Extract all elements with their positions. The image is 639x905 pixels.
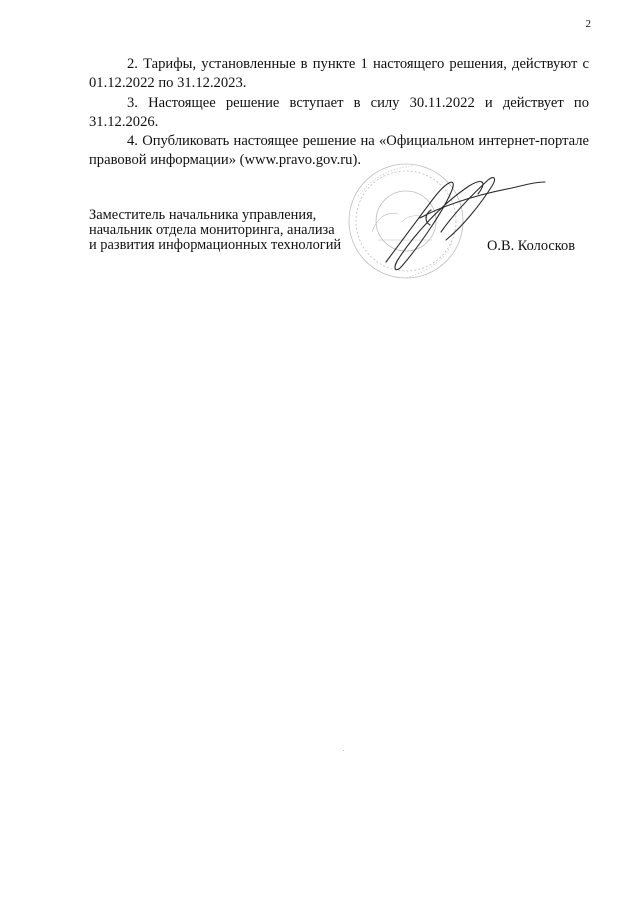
scan-speck — [343, 750, 344, 751]
paragraph-3: 3. Настоящее решение вступает в силу 30.11.2022 и действует по 31.12.2026. — [89, 94, 589, 130]
document-body — [89, 55, 589, 171]
signatory-position — [89, 208, 341, 254]
handwritten-signature — [386, 178, 545, 270]
signer-name: О.В. Колосков — [487, 238, 576, 254]
paragraph-2: 2. Тарифы, установленные в пункте 1 настоящего решения, действуют с 01.12.2022 по 31.12.2023. — [89, 56, 589, 92]
position-line: Заместитель начальника управления, — [89, 207, 317, 223]
page-number: 2 — [585, 18, 591, 30]
position-line: начальник отдела мониторинга, анализа — [89, 222, 335, 239]
seal-stamp — [349, 164, 463, 278]
paragraph-4: 4. Опубликовать настоящее решение на «Официальном интернет-портале правовой информации» (www.pravo.gov.ru). — [89, 133, 589, 169]
position-line: и развития информационных технологий — [89, 237, 342, 254]
